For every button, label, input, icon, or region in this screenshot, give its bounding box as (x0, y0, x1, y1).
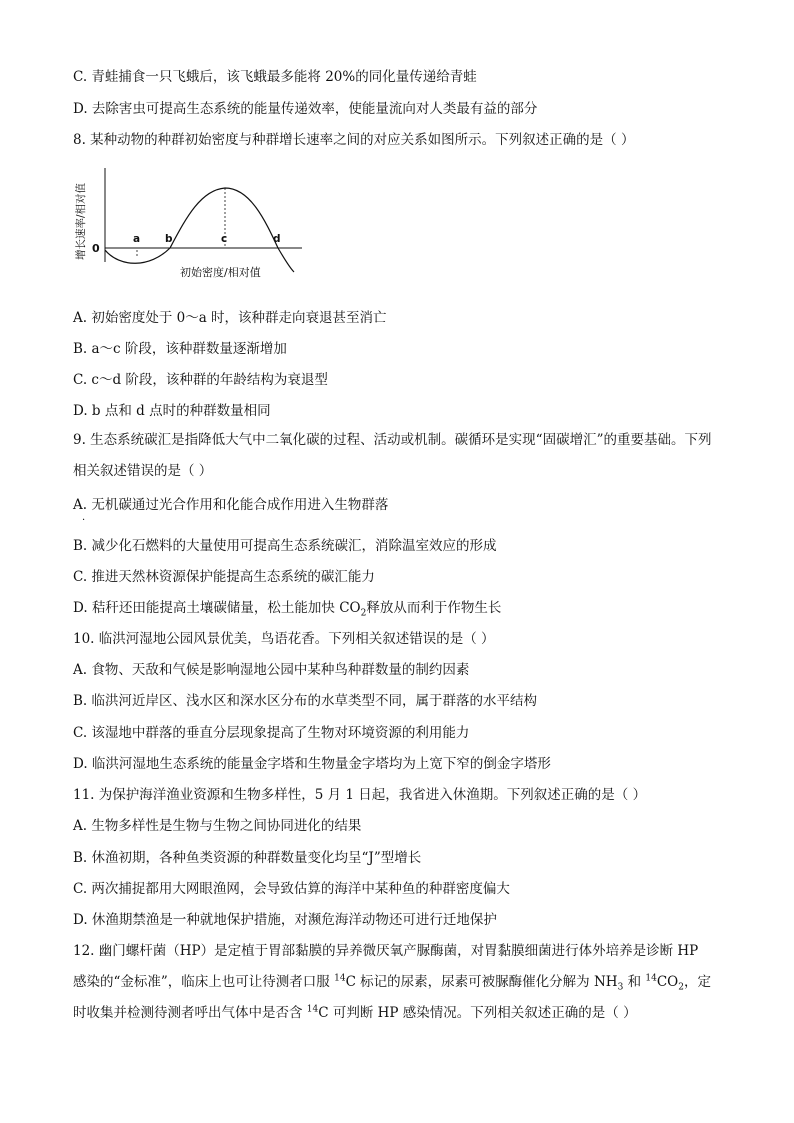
q8-option-b: B. a～c 阶段，该种群数量逐渐增加 (73, 341, 287, 357)
q9-option-b: B. 减少化石燃料的大量使用可提高生态系统碳汇，消除温室效应的形成 (73, 538, 497, 554)
q8-option-a: A. 初始密度处于 0～a 时，该种群走向衰退甚至消亡 (73, 310, 387, 326)
q8-option-c: C. c～d 阶段，该种群的年龄结构为衰退型 (73, 372, 328, 388)
q10-option-c: C. 该湿地中群落的垂直分层现象提高了生物对环境资源的利用能力 (73, 725, 470, 741)
q11-stem: 11. 为保护海洋渔业资源和生物多样性，5 月 1 日起，我省进入休渔期。下列叙述正确的是（ ） (73, 787, 647, 803)
q9-stem: 9. 生态系统碳汇是指降低大气中二氧化碳的过程、活动或机制。碳循环是实现“固碳增汇”的重要基础。下列相关叙述错误的是（ ） (73, 432, 712, 479)
q12-stem-line2: 感染的“金标准”，临床上也可让待测者口服 $^{14}$C 标记的尿素，尿素可被脲酶催化分解为 $NH_3$ 和 $^{14}CO_2$，定 (73, 973, 711, 993)
q11-option-c: C. 两次捕捉都用大网眼渔网，会导致估算的海洋中某种鱼的种群密度偏大 (73, 881, 510, 897)
q7-option-d: D. 去除害虫可提高生态系统的能量传递效率，使能量流向对人类最有益的部分 (73, 101, 538, 117)
x-axis-label: 初始密度/相对值 (180, 266, 261, 279)
point-a: a (133, 233, 141, 245)
q9-option-d: D. 秸秆还田能提高土壤碳储量，松土能加快 $CO_2$释放从而利于作物生长 (73, 600, 502, 619)
q11-option-b: B. 休渔初期，各种鱼类资源的种群数量变化均呈“J”型增长 (73, 850, 422, 866)
q8-option-d: D. b 点和 d 点时的种群数量相同 (73, 403, 271, 419)
q7-option-c: C. 青蛙捕食一只飞蛾后，该飞蛾最多能将 20%的同化量传递给青蛙 (73, 69, 477, 85)
point-b: b (165, 233, 173, 245)
q11-option-a: A. 生物多样性是生物与生物之间协同进化的结果 (73, 818, 362, 834)
q11-option-d: D. 休渔期禁渔是一种就地保护措施，对濒危海洋动物还可进行迁地保护 (73, 912, 497, 928)
q12-stem-line3: 时收集并检测待测者呼出气体中是否含 $^{14}$C 可判断 HP 感染情况。下列相关叙述正确的是（ ） (73, 1004, 637, 1021)
q10-option-b: B. 临洪河近岸区、浅水区和深水区分布的水草类型不同，属于群落的水平结构 (73, 693, 538, 709)
stray-dot: · (82, 515, 86, 526)
point-d: d (273, 233, 281, 245)
origin-label: 0 (92, 242, 100, 255)
growth-rate-chart (70, 160, 310, 295)
q10-option-a: A. 食物、天敌和气候是影响湿地公园中某种鸟种群数量的制约因素 (73, 662, 470, 678)
q9-option-c: C. 推进天然林资源保护能提高生态系统的碳汇能力 (73, 569, 375, 585)
q10-stem: 10. 临洪河湿地公园风景优美，鸟语花香。下列相关叙述错误的是（ ） (73, 631, 495, 647)
q8-stem: 8. 某种动物的种群初始密度与种群增长速率之间的对应关系如图所示。下列叙述正确的是（ ） (73, 132, 635, 148)
q10-option-d: D. 临洪河湿地生态系统的能量金字塔和生物量金字塔均为上宽下窄的倒金字塔形 (73, 756, 551, 772)
q12-stem-line1: 12. 幽门螺杆菌（HP）是定植于胃部黏膜的异养微厌氧产脲酶菌，对胃黏膜细菌进行体外培养是诊断 HP (73, 943, 699, 959)
y-axis-label: 增长速率/相对值 (75, 182, 87, 260)
q9-option-a: A. 无机碳通过光合作用和化能合成作用进入生物群落 (73, 497, 389, 513)
point-c: c (221, 233, 228, 245)
growth-curve (105, 188, 294, 272)
